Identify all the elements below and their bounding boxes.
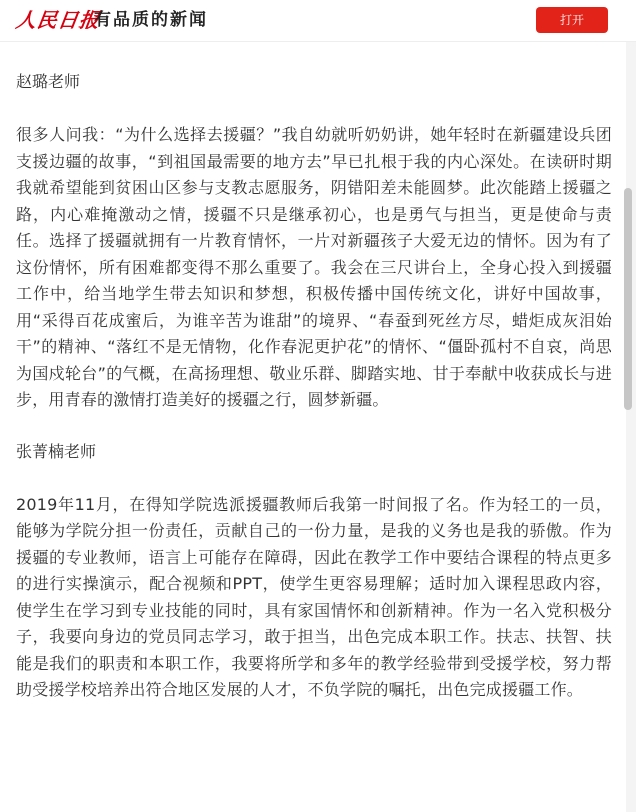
author-name: 张菁楠老师 [16, 441, 97, 461]
article-paragraph: 很多人问我：“为什么选择去援疆？”我自幼就听奶奶讲，她年轻时在新疆建设兵团支援边疆的故事，“到祖国最需要的地方去”早已扎根于我的内心深处。在读研时期我就希望能到贫困山区参与支教志愿服务，阴错阳差未能圆梦。此次能踏上援疆之路，内心难掩激动之情，援疆不只是继承初心，也是勇气与担当，更是使命与责任。选择了援疆就拥有一片教育情怀，一片对新疆孩子大爱无边的情怀。因为有了这份情怀，所有困难都变得不那么重要了。我会在三尺讲台上，全身心投入到援疆工作中，给当地学生带去知识和梦想，积极传播中国传统文化，讲好中国故事，用“采得百花成蜜后，为谁辛苦为谁甜”的境界、“春蚕到死丝方尽，蜡炬成灰泪始干”的精神、“落红不是无情物，化作春泥更护花”的情怀、“僵卧孤村不自哀，尚思为国戍轮台”的气概，在高扬理想、敬业乐群、脚踏实地、甘于奉献中收获成长与进步，用青春的激情打造美好的援疆之行，圆梦新疆。 [16, 125, 612, 409]
people-daily-logo[interactable]: 人民日报 [14, 8, 102, 32]
article-paragraph: 2019年11月，在得知学院选派援疆教师后我第一时间报了名。作为轻工的一员，能够为学院分担一份责任，贡献自己的一份力量，是我的义务也是我的骄傲。作为援疆的专业教师，语言上可能存在障碍，因此在教学工作中要结合课程的特点更多的进行实操演示，配合视频和PPT，使学生更容易理解；适时加入课程思政内容，使学生在学习到专业技能的同时，具有家国情怀和创新精神。作为一名入党积极分子，我要向身边的党员同志学习，敢于担当，出色完成本职工作。扶志、扶智、扶能是我们的职责和本职工作，我要将所学和多年的教学经验带到受援学校，努力帮助受援学校培养出符合地区发展的人才，不负学院的嘱托，出色完成援疆工作。 [16, 494, 612, 699]
app-header [0, 0, 636, 42]
author-name: 赵璐老师 [16, 72, 81, 91]
article-body [16, 42, 612, 704]
open-app-button[interactable]: 打开 [536, 7, 608, 33]
scrollbar-thumb[interactable] [624, 188, 632, 410]
header-slogan: 有品质的新闻 [94, 10, 208, 30]
scrollbar-track[interactable] [626, 42, 636, 812]
